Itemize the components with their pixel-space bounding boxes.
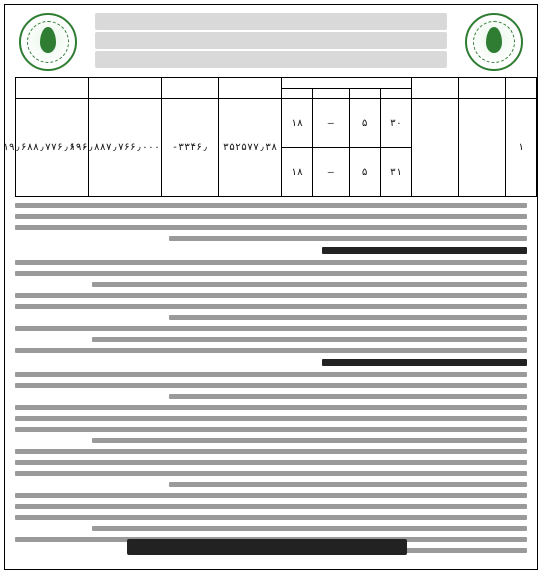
row-number: ۱ bbox=[505, 99, 536, 197]
header-property bbox=[412, 78, 459, 99]
body-line bbox=[92, 282, 527, 287]
ministry-logo-left bbox=[19, 13, 77, 71]
body-line bbox=[169, 315, 527, 320]
header-building-area bbox=[161, 78, 218, 99]
cell-city bbox=[458, 99, 505, 197]
body-line bbox=[15, 383, 527, 388]
section-heading bbox=[322, 359, 527, 366]
header-parcel-separated bbox=[313, 88, 349, 99]
section-heading bbox=[322, 247, 527, 254]
title-line-3 bbox=[95, 51, 447, 68]
body-line bbox=[169, 482, 527, 487]
body-line bbox=[92, 526, 527, 531]
header-parcel-main bbox=[349, 88, 380, 99]
footer-organization bbox=[127, 539, 407, 555]
body-line bbox=[92, 337, 527, 342]
body-line bbox=[15, 515, 527, 520]
title-line-2 bbox=[95, 32, 447, 49]
body-line bbox=[15, 493, 527, 498]
header-city bbox=[458, 78, 505, 99]
cell-section-a: ۱۸ bbox=[281, 99, 312, 148]
auction-table bbox=[2, 77, 537, 197]
ministry-logo-right bbox=[465, 13, 523, 71]
body-line bbox=[15, 460, 527, 465]
cell-building-area: ۳۳۴۶٫- bbox=[161, 99, 218, 197]
cell-parcel-separated-b: – bbox=[313, 148, 349, 197]
body-line bbox=[15, 260, 527, 265]
body-line bbox=[15, 427, 527, 432]
cell-property bbox=[412, 99, 459, 197]
header-deposit bbox=[16, 78, 89, 99]
leaf-emblem-icon bbox=[40, 27, 56, 53]
cell-deposit: ۱۹٫۶۸۸٫۷۷۶٫۶۰۰ bbox=[16, 99, 89, 197]
body-line bbox=[15, 348, 527, 353]
body-line bbox=[169, 236, 527, 241]
body-line bbox=[92, 438, 527, 443]
body-line bbox=[15, 271, 527, 276]
body-line bbox=[15, 304, 527, 309]
header-land-area bbox=[219, 78, 282, 99]
cell-land-area: ۳۵۲۵۷۷٫۳۸ bbox=[219, 99, 282, 197]
body-line bbox=[15, 372, 527, 377]
notice-frame bbox=[4, 4, 538, 570]
body-line bbox=[15, 225, 527, 230]
header-row-number bbox=[505, 78, 536, 99]
header-base-price bbox=[89, 78, 162, 99]
body-line bbox=[15, 504, 527, 509]
cell-parcel-sub-b: ۳۱ bbox=[380, 148, 411, 197]
leaf-emblem-icon bbox=[486, 27, 502, 53]
table-row bbox=[16, 99, 537, 148]
cell-parcel-sub-a: ۳۰ bbox=[380, 99, 411, 148]
body-line bbox=[15, 293, 527, 298]
body-line bbox=[15, 405, 527, 410]
body-line bbox=[15, 471, 527, 476]
header-section bbox=[281, 88, 312, 99]
body-line bbox=[15, 416, 527, 421]
title-line-1 bbox=[95, 13, 447, 30]
header-parcel-sub bbox=[380, 88, 411, 99]
cell-parcel-separated-a: – bbox=[313, 99, 349, 148]
cell-parcel-main-a: ۵ bbox=[349, 99, 380, 148]
body-line bbox=[15, 203, 527, 208]
body-line bbox=[15, 449, 527, 454]
body-line bbox=[169, 394, 527, 399]
notice-body bbox=[15, 203, 527, 539]
cell-parcel-main-b: ۵ bbox=[349, 148, 380, 197]
header-parcel bbox=[281, 78, 411, 89]
cell-section-b: ۱۸ bbox=[281, 148, 312, 197]
cell-base-price: ۱۹۶٫۸۸۷٫۷۶۶٫۰۰۰ bbox=[89, 99, 162, 197]
notice-title bbox=[95, 13, 447, 71]
body-line bbox=[15, 214, 527, 219]
body-line bbox=[15, 326, 527, 331]
